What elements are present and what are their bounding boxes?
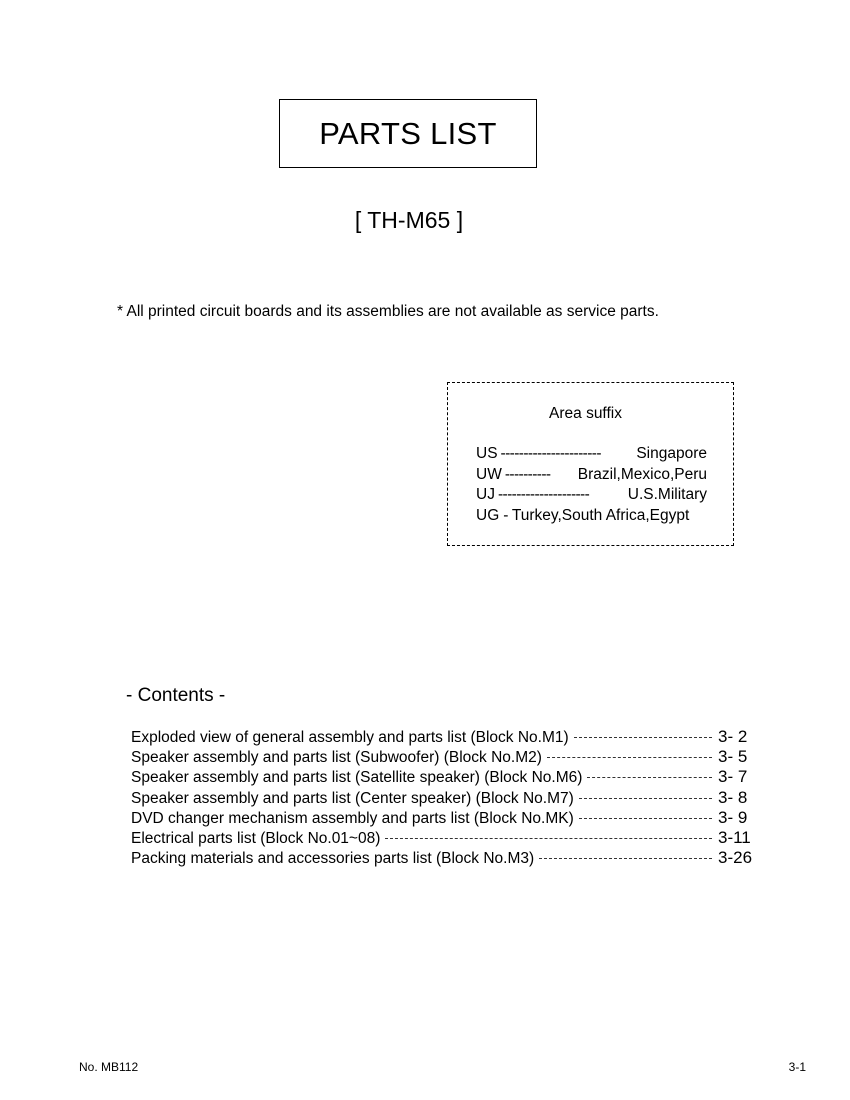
- area-suffix-row: [476, 486, 707, 507]
- area-region: Singapore: [636, 445, 707, 462]
- area-dashes: --------------------: [497, 486, 590, 503]
- toc-label: Packing materials and accessories parts list (Block No.M3): [131, 850, 535, 868]
- toc-label: Speaker assembly and parts list (Subwoofer) (Block No.M2): [131, 749, 542, 767]
- table-of-contents: [131, 727, 756, 868]
- contents-title: - Contents -: [126, 685, 226, 706]
- toc-leader: [579, 798, 712, 799]
- toc-entry[interactable]: [131, 828, 756, 848]
- area-dashes: ----------: [504, 465, 551, 483]
- toc-entry[interactable]: [131, 848, 756, 868]
- toc-page: 3- 8: [718, 787, 748, 807]
- area-code: UG: [476, 506, 500, 524]
- toc-entry[interactable]: [131, 727, 756, 747]
- title-box: [279, 99, 537, 168]
- toc-label: Speaker assembly and parts list (Center speaker) (Block No.M7): [131, 789, 574, 807]
- toc-leader: [574, 737, 712, 738]
- toc-leader: [539, 858, 712, 859]
- page-title: PARTS LIST: [319, 115, 497, 151]
- model-number: [ TH-M65 ]: [354, 207, 464, 233]
- area-region: Turkey,South Africa,Egypt: [511, 506, 690, 524]
- toc-page: 3- 7: [718, 767, 748, 787]
- area-suffix-list: [476, 445, 707, 527]
- toc-page: 3- 5: [718, 747, 748, 767]
- toc-page: 3- 2: [718, 727, 748, 746]
- toc-leader: [547, 757, 712, 758]
- page-number: 3-1: [788, 1060, 806, 1074]
- area-suffix-box: [447, 382, 734, 546]
- toc-leader: [587, 777, 712, 778]
- area-code: US: [476, 445, 498, 462]
- toc-leader: [385, 838, 712, 839]
- area-dashes: ----------------------: [500, 445, 601, 462]
- area-suffix-row: [476, 466, 707, 487]
- area-region: U.S.Military: [627, 486, 707, 503]
- toc-label: Electrical parts list (Block No.01~08): [131, 829, 381, 847]
- area-dashes: -: [503, 506, 508, 524]
- area-suffix-row: [476, 445, 707, 466]
- toc-entry[interactable]: [131, 747, 756, 767]
- toc-entry[interactable]: [131, 788, 756, 808]
- area-suffix-title: Area suffix: [549, 405, 622, 422]
- toc-entry[interactable]: [131, 767, 756, 787]
- toc-page: 3-26: [718, 848, 753, 868]
- toc-label: Exploded view of general assembly and parts list (Block No.M1): [131, 729, 569, 746]
- toc-page: 3- 9: [718, 807, 748, 827]
- toc-entry[interactable]: [131, 808, 756, 828]
- area-code: UW: [476, 465, 502, 483]
- area-region: Brazil,Mexico,Peru: [577, 465, 707, 483]
- area-code: UJ: [476, 486, 495, 503]
- document-number: No. MB112: [79, 1060, 139, 1074]
- toc-label: Speaker assembly and parts list (Satellite speaker) (Block No.M6): [131, 769, 583, 787]
- area-suffix-row: [476, 507, 707, 528]
- toc-label: DVD changer mechanism assembly and parts list (Block No.MK): [131, 809, 574, 827]
- service-note: * All printed circuit boards and its assemblies are not available as service parts.: [117, 303, 659, 320]
- toc-page: 3-11: [718, 827, 751, 847]
- toc-leader: [579, 818, 712, 819]
